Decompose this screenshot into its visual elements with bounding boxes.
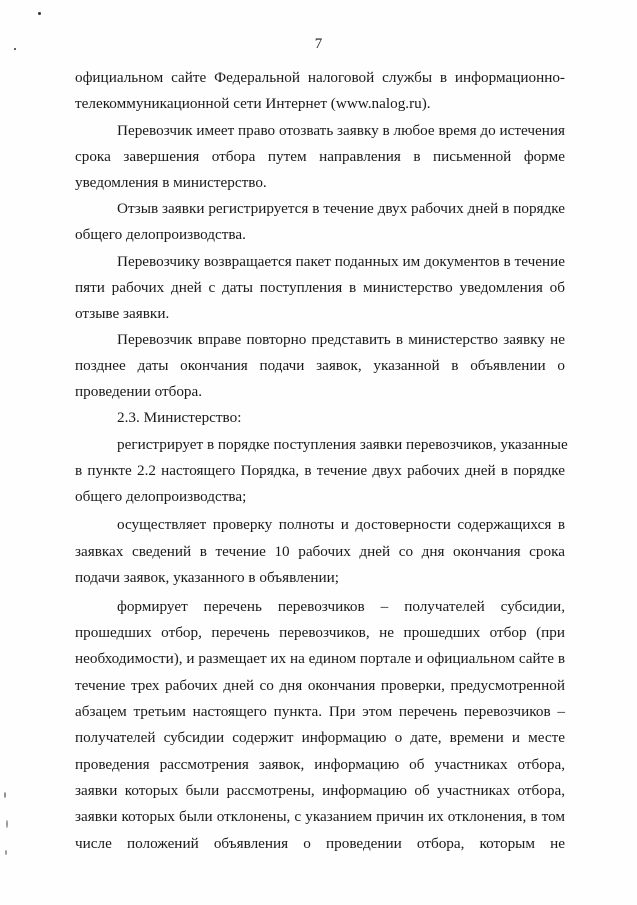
section-heading: 2.3. Министерство: <box>117 409 242 426</box>
scan-speck <box>6 820 8 828</box>
text-line: заявки которых были отклонены, с указанием причин их отклонения, в том <box>75 808 565 825</box>
text-line: абзацем третьим настоящего пункта. При этом перечень перевозчиков – <box>75 703 565 720</box>
text-line: необходимости), и размещает их на едином портале и официальном сайте в <box>75 650 565 667</box>
scan-speck <box>5 850 7 855</box>
text-line: отзыве заявки. <box>75 305 170 322</box>
text-line: числе положений объявления о проведении отбора, которым не <box>75 835 565 852</box>
text-line: получателей субсидии содержит информацию о дате, времени и месте <box>75 729 565 746</box>
text-line: официальном сайте Федеральной налоговой службы в информационно- <box>75 69 565 86</box>
text-line: уведомления в министерство. <box>75 174 267 191</box>
text-line: в пункте 2.2 настоящего Порядка, в течение двух рабочих дней в порядке <box>75 462 565 479</box>
page-number: 7 <box>314 36 323 52</box>
text-line: срока завершения отбора путем направления в письменной форме <box>75 148 565 165</box>
text-line: регистрирует в порядке поступления заявки перевозчиков, указанные <box>117 436 568 453</box>
text-line: течение трех рабочих дней со дня окончания проверки, предусмотренной <box>75 677 565 694</box>
scan-speck <box>4 792 6 798</box>
text-line: формирует перечень перевозчиков – получателей субсидии, <box>117 598 565 615</box>
text-line: подачи заявок, указанного в объявлении; <box>75 569 340 586</box>
text-line: Перевозчик имеет право отозвать заявку в любое время до истечения <box>117 122 565 139</box>
text-line: заявках сведений в течение 10 рабочих дней со дня окончания срока <box>75 543 565 560</box>
text-line: Перевозчик вправе повторно представить в министерство заявку не <box>117 331 565 348</box>
text-line: общего делопроизводства. <box>75 226 246 243</box>
scan-speck <box>38 12 41 15</box>
text-line: Отзыв заявки регистрируется в течение двух рабочих дней в порядке <box>117 200 565 217</box>
text-line: пяти рабочих дней с даты поступления в министерство уведомления об <box>75 279 565 296</box>
text-line: заявки которых были рассмотрены, информацию об участниках отбора, <box>75 782 565 799</box>
text-line: проведения рассмотрения заявок, информацию об участниках отбора, <box>75 756 565 773</box>
text-line: Перевозчику возвращается пакет поданных им документов в течение <box>117 253 565 270</box>
text-line: телекоммуникационной сети Интернет (www.nalog.ru). <box>75 95 431 112</box>
text-line: осуществляет проверку полноты и достоверности содержащихся в <box>117 516 565 533</box>
text-line: общего делопроизводства; <box>75 488 247 505</box>
text-line: проведении отбора. <box>75 383 203 400</box>
text-line: позднее даты окончания подачи заявок, указанной в объявлении о <box>75 357 565 374</box>
text-line: прошедших отбор, перечень перевозчиков, не прошедших отбор (при <box>75 624 565 641</box>
